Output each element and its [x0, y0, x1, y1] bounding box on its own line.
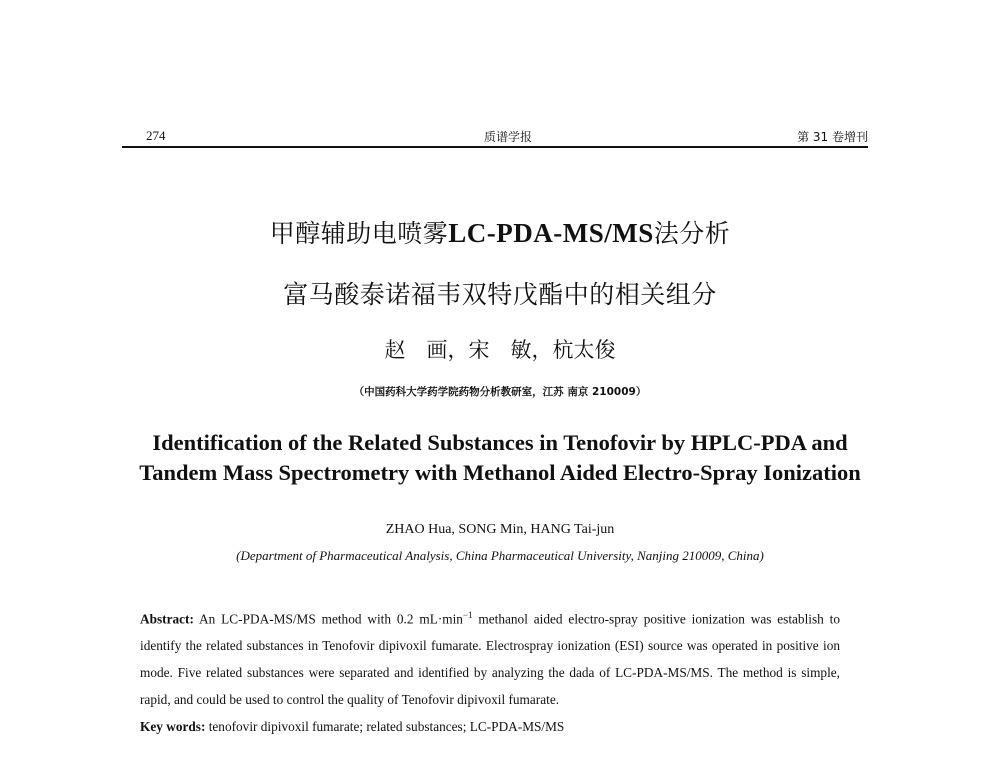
abstract-text-a: An LC-PDA-MS/MS method with 0.2 mL·min — [193, 611, 463, 627]
affiliation-cn: （中国药科大学药学院药物分析教研室，江苏 南京 210009） — [353, 386, 647, 398]
title-en-line2: Tandem Mass Spectrometry with Methanol Aided Electro-Spray Ionization — [139, 460, 861, 485]
page-number: 274 — [146, 128, 166, 143]
abstract-superscript: −1 — [462, 610, 473, 620]
abstract-text-b: methanol aided electro-spray positive ionization was establish to identify the related substances in Tenofovir dipivoxil fumarate. Electrospray ionization (ESI) source was operated in positive ion mode. Five related substances were separated and identified by analyzing the dada of LC-PDA-MS/MS. The method is simple, rapid, and could be used to control the quality of Tenofovir dipivoxil fumarate. — [140, 611, 841, 708]
abstract-label: Abstract: — [140, 611, 194, 627]
running-header — [122, 128, 868, 148]
title-en-line1: Identification of the Related Substances in Tenofovir by HPLC-PDA and — [152, 430, 848, 455]
authors-cn: 赵 画，宋 敏，杭太俊 — [384, 338, 616, 362]
title-cn-line1 — [0, 214, 1000, 250]
title-cn-method: LC-PDA-MS/MS — [448, 218, 654, 248]
volume-info: 第 31 卷增刊 — [797, 130, 868, 144]
keywords-label: Key words: — [140, 719, 206, 735]
abstract — [140, 602, 840, 740]
keywords — [140, 713, 840, 740]
title-cn-suffix: 法分析 — [653, 219, 731, 248]
authors-en: ZHAO Hua, SONG Min, HANG Tai-jun — [385, 522, 615, 537]
keywords-text: tenofovir dipivoxil fumarate; related substances; LC-PDA-MS/MS — [205, 719, 565, 735]
affiliation-en: (Department of Pharmaceutical Analysis, China Pharmaceutical University, Nanjing 210009, China) — [236, 548, 764, 563]
journal-name: 质谱学报 — [484, 130, 533, 144]
title-cn-line2: 富马酸泰诺福韦双特戊酯中的相关组分 — [283, 280, 717, 309]
title-cn-prefix: 甲醇辅助电喷雾 — [269, 219, 449, 248]
